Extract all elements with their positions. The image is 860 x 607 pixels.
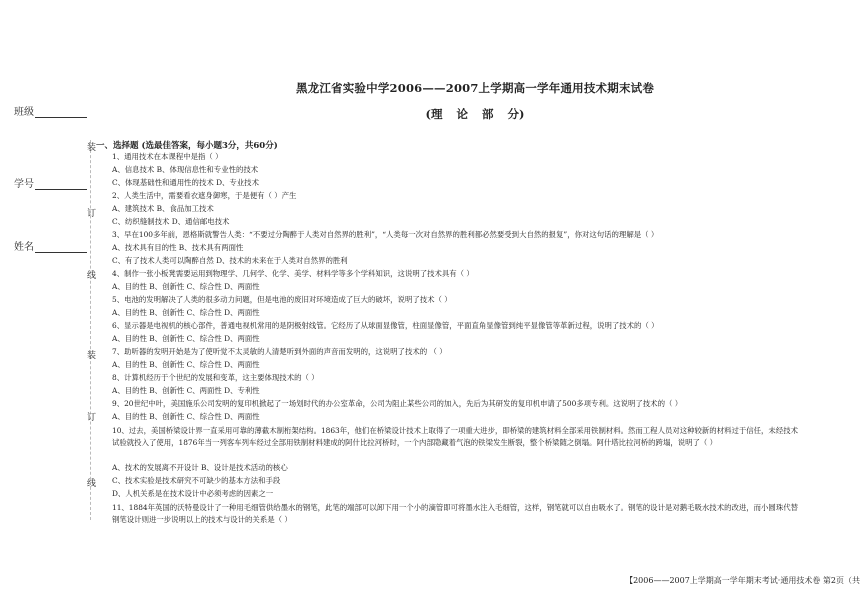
question-line: 3、早在100多年前，恩格斯就警告人类：“不要过分陶醉于人类对自然界的胜利”，“人类每一次对自然界的胜利都必然要受到大自然的报复”，你对这句话的理解是（ ） <box>112 230 659 239</box>
option-line: A、目的性 B、创新性 C、综合性 D、两面性 <box>112 360 260 369</box>
question-line: 11、1884年英国的沃特曼设计了一种用毛细管供给墨水的钢笔，此笔的端部可以卸下用一个小的滴管即可将墨水注入毛细管，这样，钢笔就可以自由吸水了。钢笔的设计是对鹅毛吸水技术的改进，而小圆珠代替钢笔设计则进一步说明以上的技术与设计的关系是（ ） <box>112 503 798 524</box>
student-id-field <box>14 175 87 190</box>
question-line: 9、20世纪中叶，美国施乐公司发明的复印机掀起了一场划时代的办公室革命，公司为阻止某些公司的加入，先后为其研发的复印机申请了500多项专利。这说明了技术的（ ） <box>112 399 683 408</box>
question-line: 2、人类生活中，需要看衣遮身御寒，于是便有（ ）产生 <box>112 191 297 200</box>
binding-mark: 线 <box>87 271 97 281</box>
name-label: 姓名 <box>14 242 34 253</box>
option-line: C、技术实验是技术研究不可缺少的基本方法和手段 <box>112 476 281 485</box>
option-line: A、信息技术 B、体现信息性和专业性的技术 <box>112 165 259 174</box>
question-line: 4、制作一张小板凳需要运用到物理学、几何学、化学、美学、材料学等多个学科知识，这说明了技术具有（ ） <box>112 269 474 278</box>
binding-mark: 线 <box>87 479 97 489</box>
binding-mark: 装 <box>87 351 97 361</box>
question-line: 5、电池的发明解决了人类的很多动力问题，但是电池的废旧对环境造成了巨大的破坏，说明了技术（ ） <box>112 295 452 304</box>
class-label: 班级 <box>14 107 34 118</box>
option-line: C、有了技术人类可以陶醉自然 D、技术的未来在于人类对自然界的胜利 <box>112 256 348 265</box>
class-field <box>14 103 87 118</box>
option-line: A、目的性 B、创新性 C、两面性 D、专利性 <box>112 386 260 395</box>
binding-mark: 订 <box>87 413 97 423</box>
binding-mark: 装 <box>87 143 97 153</box>
option-line: A、技术具有目的性 B、技术具有两面性 <box>112 243 244 252</box>
question-line: 10、过去，美国桥梁设计界一直采用可靠的薄截木制桁架结构。1863年，他们在桥梁设计技术上取得了一项重大进步，即桥梁的建筑材料全部采用铁制材料。然而工程人员对这种较新的材料过于信任，未经技术试验就投入了使用，1876年当一列客车列车经过全部用铁制材料建成的阿什比拉河桥时，一个内部隐藏着气泡的铁梁发生断裂，整个桥梁随之倒塌。阿什塔比拉河桥的跨塌，说明了（ ） <box>112 426 798 447</box>
option-line: A、技术的发展离不开设计 B、设计是技术活动的核心 <box>112 463 288 472</box>
binding-mark: 订 <box>87 209 97 219</box>
option-line: C、纺织缝制技术 D、通信邮电技术 <box>112 217 230 226</box>
student-id-blank[interactable] <box>35 179 87 190</box>
option-line: D、人机关系是在技术设计中必须考虑的因素之一 <box>112 489 274 498</box>
option-line: A、目的性 B、创新性 C、综合性 D、两面性 <box>112 412 260 421</box>
question-line: 8、计算机经历于个世纪的发展和变革，这主要体现技术的（ ） <box>112 373 319 382</box>
class-blank[interactable] <box>35 107 87 118</box>
option-line: A、建筑技术 B、食品加工技术 <box>112 204 214 213</box>
page-footer: 【2006——2007上学期高一学年期末考试·通用技术卷 第2页（共 <box>625 576 860 585</box>
option-line: A、目的性 B、创新性 C、综合性 D、两面性 <box>112 334 260 343</box>
option-line: A、目的性 B、创新性 C、综合性 D、两面性 <box>112 282 260 291</box>
exam-subtitle: (理 论 部 分) <box>425 107 525 121</box>
name-blank[interactable] <box>35 242 87 253</box>
section-heading: 一、选择题 (选最佳答案，每小题3分，共60分) <box>96 141 278 151</box>
name-field <box>14 238 87 253</box>
question-line: 7、助听器的发明开始是为了使听觉不太灵敏的人清楚听到外面的声音而发明的，这说明了技术的 （ ） <box>112 347 447 356</box>
option-line: A、目的性 B、创新性 C、综合性 D、两面性 <box>112 308 260 317</box>
exam-title: 黑龙江省实验中学2006——2007上学期高一学年通用技术期末试卷 <box>295 81 655 95</box>
question-line: 6、显示器是电视机的核心部件，普通电视机常用的是阴极射线管。它经历了从球面显像管，柱面显像管，平面直角显像管到纯平显像管等革新过程，说明了技术的（ ） <box>112 321 659 330</box>
question-line: 1、通用技术在本课程中是指（ ） <box>112 152 223 161</box>
option-line: C、体现基础性和通用性的技术 D、专业技术 <box>112 178 259 187</box>
binding-line <box>90 140 91 520</box>
student-id-label: 学号 <box>14 179 34 190</box>
